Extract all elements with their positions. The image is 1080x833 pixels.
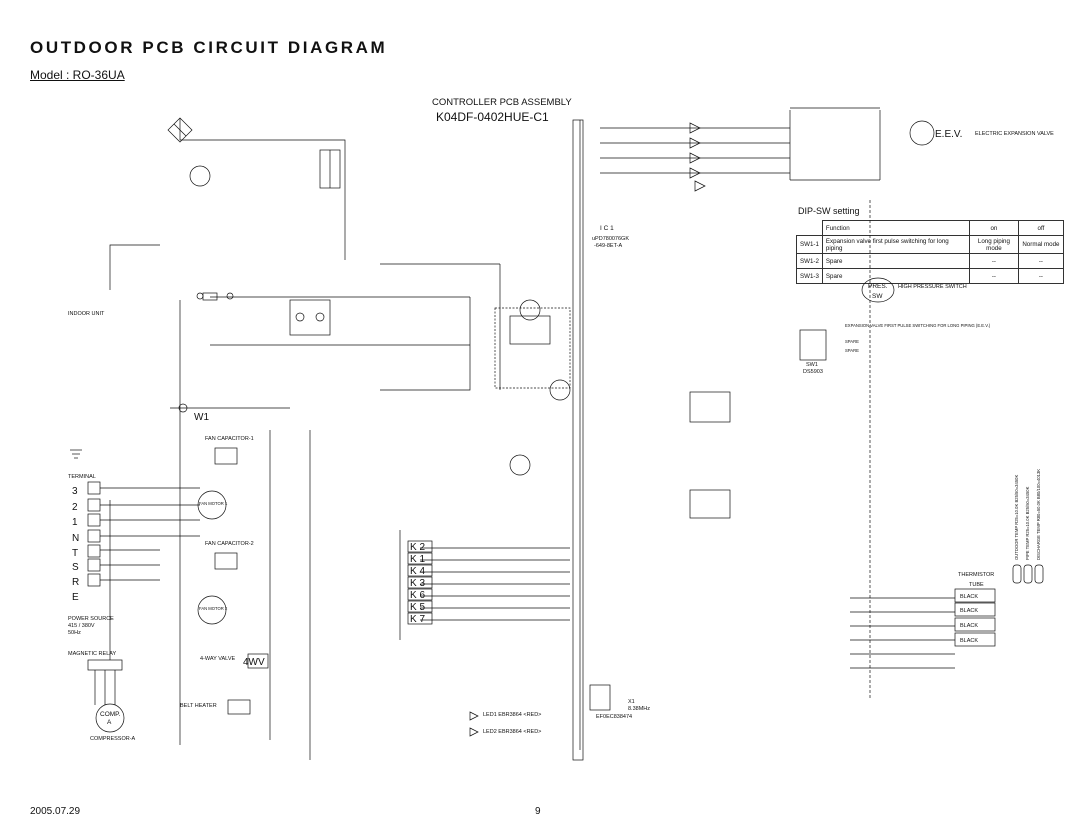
crystal-x1 bbox=[590, 685, 610, 710]
power-source-label: POWER SOURCE bbox=[68, 616, 114, 622]
sensor-discharge-label: DISCHARGE TEMP R80=50.0K B80/100=4013K bbox=[1036, 468, 1041, 560]
terminal-label-r: R bbox=[72, 577, 80, 588]
dip-row-off: -- bbox=[1018, 269, 1063, 284]
dip-row-on: -- bbox=[969, 269, 1018, 284]
crystal-label: X1 bbox=[628, 699, 635, 705]
assembly-part-number: K04DF-0402HUE-C1 bbox=[436, 110, 549, 124]
compressor-phase: A bbox=[107, 719, 112, 726]
belt-heater-label: BELT HEATER bbox=[180, 703, 217, 709]
thermistor-color: BLACK bbox=[960, 623, 979, 629]
terminal-label-2: 2 bbox=[72, 502, 78, 513]
sensor-pipe-label: PIPE TEMP R25=10.0K B25/50=3450K bbox=[1025, 486, 1030, 560]
terminal-label-e: E bbox=[72, 592, 79, 603]
thermistor-label: THERMISTOR bbox=[958, 572, 995, 578]
indoor-unit-label: INDOOR UNIT bbox=[68, 311, 105, 317]
w1-label: W1 bbox=[194, 412, 209, 423]
crystal-frequency: 8.38MHz bbox=[628, 706, 651, 712]
belt-heater bbox=[228, 700, 250, 714]
spare-1-label: SPARE bbox=[845, 339, 859, 344]
terminal-label: TERMINAL bbox=[68, 474, 96, 480]
sw1-part: DS5903 bbox=[803, 369, 823, 375]
compressor-name: COMPRESSOR-A bbox=[90, 736, 136, 742]
dip-row-on: Long piping mode bbox=[969, 236, 1018, 254]
tube-label: TUBE bbox=[969, 582, 984, 588]
dip-switch-title: DIP-SW setting bbox=[798, 206, 860, 216]
relay-label: K 2 bbox=[410, 542, 426, 553]
compressor-label: COMP. bbox=[100, 711, 121, 718]
fuse-f1 bbox=[197, 293, 233, 300]
fan-capacitor-2 bbox=[215, 553, 237, 569]
terminal-label-1: 1 bbox=[72, 517, 78, 528]
dip-header-off: off bbox=[1018, 221, 1063, 236]
dip-row-off: Normal mode bbox=[1018, 236, 1063, 254]
transformer-t1 bbox=[320, 150, 340, 188]
dip-row-on: -- bbox=[969, 254, 1018, 269]
assembly-title: CONTROLLER PCB ASSEMBLY bbox=[432, 97, 572, 108]
footer-date: 2005.07.29 bbox=[30, 806, 81, 817]
relay-label: K 3 bbox=[410, 578, 426, 589]
transistor-q4 bbox=[550, 380, 570, 400]
dip-row-function: Spare bbox=[822, 269, 969, 284]
terminal-label-n: N bbox=[72, 533, 80, 544]
dip-row-function: Spare bbox=[822, 254, 969, 269]
high-pressure-label: HIGH PRESSURE SWITCH bbox=[898, 284, 967, 290]
fan-capacitor-1 bbox=[215, 448, 237, 464]
sw1-label: SW1 bbox=[806, 362, 818, 368]
thermistor-color: BLACK bbox=[960, 594, 979, 600]
fourwv-label: 4WV bbox=[243, 657, 265, 668]
fan-capacitor-2-label: FAN CAPACITOR-2 bbox=[205, 541, 254, 547]
terminal-label-t: T bbox=[72, 548, 79, 559]
power-spec-frequency: 50Hz bbox=[68, 630, 81, 636]
magnetic-relay bbox=[88, 660, 122, 670]
relay-label: K 1 bbox=[410, 554, 426, 565]
ic7-block bbox=[690, 490, 730, 518]
led2-label: LED2 EBR3864 <RED> bbox=[483, 729, 542, 735]
dip-header-on: on bbox=[969, 221, 1018, 236]
fan-motor-1-label: FAN MOTOR 1 bbox=[199, 501, 228, 506]
thermistor-color: BLACK bbox=[960, 638, 979, 644]
fan-capacitor-1-label: FAN CAPACITOR-1 bbox=[205, 436, 254, 442]
transistor-q5 bbox=[510, 455, 530, 475]
power-spec-voltage: 415 / 380V bbox=[68, 623, 95, 629]
led-indicators bbox=[470, 712, 478, 736]
fourway-valve-label: 4-WAY VALVE bbox=[200, 656, 236, 662]
ic1-part: uPD780076GK bbox=[592, 236, 629, 242]
page-title: OUTDOOR PCB CIRCUIT DIAGRAM bbox=[30, 38, 388, 57]
eev-description: ELECTRIC EXPANSION VALVE bbox=[975, 131, 1054, 137]
dip-switch-sw1 bbox=[800, 330, 826, 360]
terminal-label-s: S bbox=[72, 562, 79, 573]
expansion-note: EXPANSION VALVE FIRST PULSE SWITCHING FOR LONG PIPING (E.E.V.) bbox=[845, 323, 991, 328]
dip-row-off: -- bbox=[1018, 254, 1063, 269]
led1-label: LED1 EBR3864 <RED> bbox=[483, 712, 542, 718]
transistor-q1 bbox=[190, 166, 210, 186]
eev-label: E.E.V. bbox=[935, 129, 963, 140]
magnetic-relay-label: MAGNETIC RELAY bbox=[68, 651, 117, 657]
terminal-block bbox=[88, 482, 100, 586]
relay-label: K 4 bbox=[410, 566, 426, 577]
relay-label: K 5 bbox=[410, 602, 426, 613]
ic8-block bbox=[690, 392, 730, 422]
line-filter bbox=[290, 300, 330, 335]
spare-2-label: SPARE bbox=[845, 348, 859, 353]
relay-label: K 6 bbox=[410, 590, 426, 601]
relay-label: K 7 bbox=[410, 614, 426, 625]
fan-motor-2-label: FAN MOTOR 2 bbox=[199, 606, 228, 611]
sensor-outdoor-label: OUTDOOR TEMP R25=10.0K B25/50=3450K bbox=[1014, 474, 1019, 560]
thermistor-color: BLACK bbox=[960, 608, 979, 614]
dip-row-sw: SW1-3 bbox=[797, 269, 823, 284]
ic1-part-suffix: -649-8ET-A bbox=[594, 243, 623, 249]
transistor-q3 bbox=[520, 300, 540, 320]
compressor-motor bbox=[96, 704, 124, 732]
ic1-mcu bbox=[573, 120, 583, 760]
dip-row-sw: SW1-2 bbox=[797, 254, 823, 269]
ic1-label: I C 1 bbox=[600, 225, 614, 232]
earth-symbol bbox=[70, 450, 82, 458]
dip-header-function: Function bbox=[822, 221, 969, 236]
model-label: Model : RO-36UA bbox=[30, 68, 125, 82]
sensor-capsules bbox=[1013, 565, 1043, 583]
terminal-label-3: 3 bbox=[72, 486, 78, 497]
dip-row-function: Expansion valve first pulse switching for long piping bbox=[822, 236, 969, 254]
pres-sw-label: SW bbox=[872, 293, 883, 300]
dip-row-sw: SW1-1 bbox=[797, 236, 823, 254]
page-number: 9 bbox=[535, 806, 541, 817]
pres-label: PRES. bbox=[868, 283, 888, 290]
eev-coil bbox=[910, 121, 934, 145]
uln-drivers bbox=[600, 108, 880, 191]
crystal-part: EF0EC838474 bbox=[596, 714, 633, 720]
